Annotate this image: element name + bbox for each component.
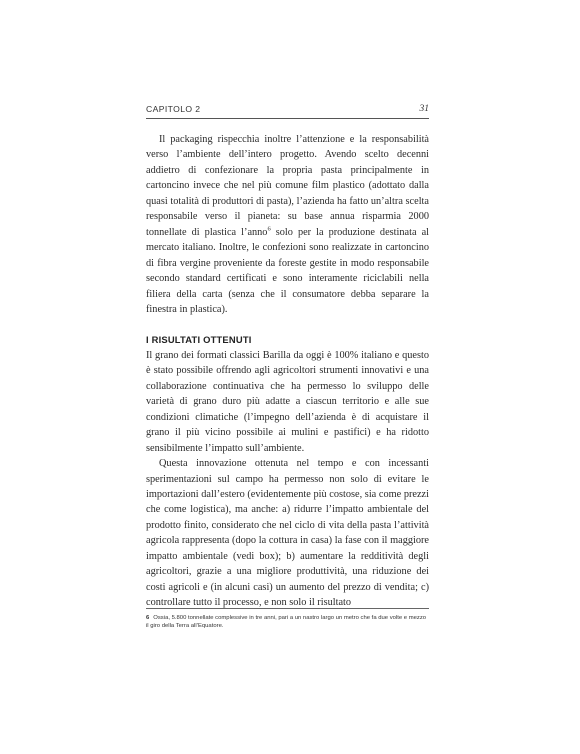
section-heading: I RISULTATI OTTENUTI	[146, 334, 252, 346]
paragraph-packaging	[146, 132, 429, 317]
footnote-text: Ossia, 5.800 tonnellate complessive in tre anni, pari a un nastro largo un metro che fa due volte e mezzo il giro della Terra all’Equatore.	[146, 615, 427, 629]
paragraph-packaging-text-b: solo per la produzione destinata al mercato italiano. Inoltre, le confezioni sono realizzate in cartoncino di fibra vergine proveniente da foreste gestite in modo responsabile secondo standard certificati e sono interamente riciclabili nella filiera della carta (senza che il consumatore debba separare la finestra in plastica).	[146, 226, 429, 315]
footnote-number: 6	[146, 615, 150, 621]
body-text	[146, 132, 429, 611]
footnote-reference: 6	[267, 225, 271, 233]
paragraph-grano: Il grano dei formati classici Barilla da oggi è 100% italiano e questo è stato possibile offrendo agli agricoltori strumenti innovativi e una collaborazione continuativa che ha permesso lo sviluppo delle varietà di grano duro più adatte a ciascun territorio e alle sue condizioni climatiche (l’impegno dell’azienda è di acquistare il grano il più vicino possibile ai mulini e pastifici) e ha ridotto sensibilmente l’impatto sull’ambiente.	[146, 349, 429, 454]
page-number: 31	[419, 104, 429, 114]
paragraph-packaging-text-a: Il packaging rispecchia inoltre l’attenzione e la responsabilità verso l’ambiente dell’intero progetto. Avendo scelto decenni addietro di confezionare la propria pasta principalmente in cartoncino invece che nel più comune film plastico (adottato dalla quasi totalità di produttori di pasta), l’azienda ha fatto un’altra scelta responsabile verso il pianeta: su base annua risparmia 2000 tonnellate di plastica l’anno	[146, 134, 429, 238]
chapter-label: CAPITOLO 2	[146, 104, 201, 114]
paragraph-innovazione: Questa innovazione ottenuta nel tempo e con incessanti sperimentazioni sul campo ha permesso non solo di evitare le importazioni dall’estero (evidentemente più costose, sia come prezzi che come logistica), ma anche: a) ridurre l’impatto ambientale del prodotto finito, considerato che nel ciclo di vita della pasta l’attività agricola rappresenta (dopo la cottura in casa) la fase con il maggiore impatto ambientale (vedi box); b) aumentare la redditività degli agricoltori, grazie a una migliore produttività, una riduzione dei costi agricoli e (in alcuni casi) un aumento del prezzo di vendita; c) controllare tutto il processo, e non solo il risultato	[146, 458, 429, 609]
footnote-rule	[146, 608, 429, 609]
header-rule	[146, 118, 429, 119]
running-head	[146, 104, 429, 118]
footnote	[146, 614, 429, 630]
